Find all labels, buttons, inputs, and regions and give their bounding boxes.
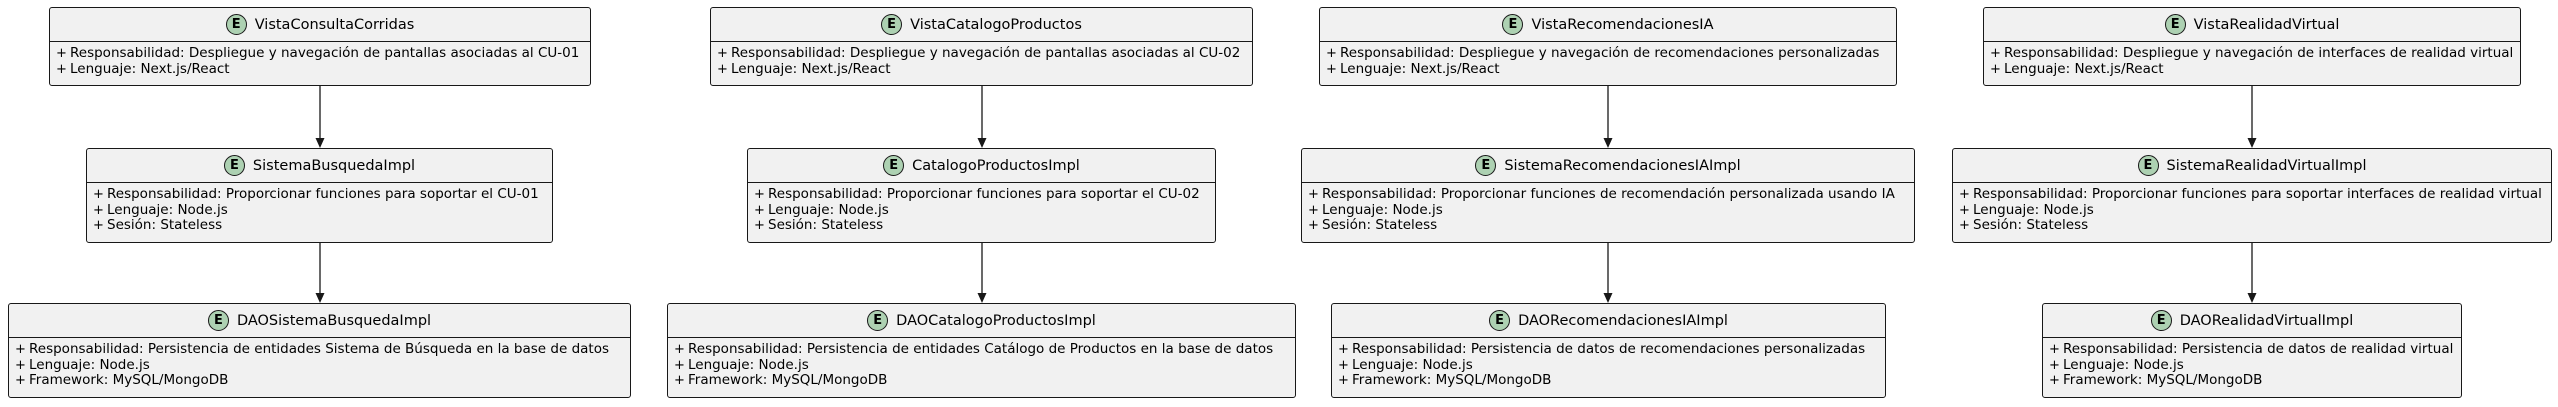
class-name: DAOCatalogoProductosImpl [896,312,1096,329]
attribute-text: Responsabilidad: Despliegue y navegación de interfaces de realidad virtual [2004,45,2514,61]
class-box-view [710,7,1253,86]
arrowhead-icon [1604,138,1613,148]
class-name: SistemaRealidadVirtualImpl [2166,157,2367,174]
entity-circle-icon: E [2165,14,2186,35]
class-header [1953,149,2551,183]
class-box-dao [8,303,631,398]
entity-circle-icon: E [2151,310,2172,331]
class-box-dao [667,303,1296,398]
arrowhead-icon [316,138,325,148]
class-box-view [1983,7,2521,86]
class-attribute [2049,373,2455,389]
entity-circle-icon: E [2138,155,2159,176]
class-attribute [1959,187,2545,203]
class-header [87,149,552,183]
class-name: VistaCatalogoProductos [910,16,1082,33]
class-attribute [15,358,624,374]
visibility-public-icon: + [1959,202,1970,218]
class-box-impl [1952,148,2552,243]
class-attribute [56,62,584,78]
visibility-public-icon: + [1990,46,2001,61]
class-attribute [754,203,1209,219]
visibility-public-icon: + [1308,202,1319,218]
visibility-public-icon: + [1959,218,1970,233]
attribute-text: Lenguaje: Node.js [688,356,809,373]
attribute-text: Lenguaje: Node.js [1352,356,1473,373]
visibility-public-icon: + [674,357,685,373]
class-header [50,8,590,42]
attribute-text: Responsabilidad: Persistencia de entidades Sistema de Búsqueda en la base de datos [29,341,609,357]
class-attribute [1959,203,2545,219]
class-attribute [674,373,1289,389]
arrowhead-icon [978,138,987,148]
entity-circle-icon: E [208,310,229,331]
class-attribute [1959,218,2545,234]
class-attribute [717,46,1246,62]
class-name: DAORecomendacionesIAImpl [1518,312,1728,329]
class-attribute [1326,62,1890,78]
attribute-text: Lenguaje: Node.js [1322,201,1443,218]
class-attribute [1338,342,1879,358]
class-attributes [668,338,1295,393]
attribute-text: Responsabilidad: Despliegue y navegación de recomendaciones personalizadas [1340,45,1880,61]
entity-circle-icon: E [881,14,902,35]
class-name: SistemaBusquedaImpl [252,157,416,174]
attribute-text: Lenguaje: Node.js [29,356,150,373]
visibility-public-icon: + [2049,373,2060,388]
class-attributes [1302,183,1914,238]
class-attribute [56,46,584,62]
attribute-text: Framework: MySQL/MongoDB [29,372,229,388]
visibility-public-icon: + [1308,218,1319,233]
class-attribute [674,342,1289,358]
class-header [1984,8,2520,42]
attribute-text: Lenguaje: Node.js [1973,201,2094,218]
class-header [668,304,1295,338]
attribute-text: Framework: MySQL/MongoDB [688,372,888,388]
class-attribute [1308,218,1908,234]
class-attributes [1984,42,2520,81]
attribute-text: Responsabilidad: Despliegue y navegación de pantallas asociadas al CU-02 [731,45,1241,61]
visibility-public-icon: + [1338,373,1349,388]
visibility-public-icon: + [717,61,728,77]
attribute-text: Responsabilidad: Persistencia de datos de recomendaciones personalizadas [1352,341,1866,357]
attribute-text: Sesión: Stateless [768,217,884,233]
class-box-view [49,7,591,86]
class-attribute [2049,342,2455,358]
class-attributes [748,183,1215,238]
entity-circle-icon: E [1475,155,1496,176]
visibility-public-icon: + [56,61,67,77]
entity-circle-icon: E [1502,14,1523,35]
class-header [1332,304,1885,338]
class-name: DAOSistemaBusquedaImpl [236,312,432,329]
arrowhead-icon [978,293,987,303]
visibility-public-icon: + [1326,46,1337,61]
arrowhead-icon [1604,293,1613,303]
class-attribute [15,342,624,358]
class-box-view [1319,7,1897,86]
visibility-public-icon: + [15,357,26,373]
class-attribute [674,358,1289,374]
class-attribute [93,187,546,203]
entity-circle-icon: E [224,155,245,176]
visibility-public-icon: + [93,202,104,218]
class-attributes [9,338,630,393]
class-name: VistaRealidadVirtual [2193,16,2340,33]
class-name: VistaConsultaCorridas [254,16,415,33]
class-attributes [50,42,590,81]
attribute-text: Lenguaje: Node.js [107,201,228,218]
attribute-text: Responsabilidad: Proporcionar funciones para soportar interfaces de realidad virtual [1973,186,2542,202]
visibility-public-icon: + [93,187,104,202]
class-attribute [1990,62,2514,78]
class-attributes [87,183,552,238]
class-attribute [717,62,1246,78]
attribute-text: Framework: MySQL/MongoDB [2063,372,2263,388]
class-attribute [15,373,624,389]
attribute-text: Responsabilidad: Persistencia de datos de realidad virtual [2063,341,2454,357]
class-box-impl [86,148,553,243]
visibility-public-icon: + [754,202,765,218]
class-header [9,304,630,338]
attribute-text: Lenguaje: Next.js/React [2004,60,2164,77]
class-name: DAORealidadVirtualImpl [2179,312,2354,329]
attribute-text: Sesión: Stateless [1973,217,2089,233]
entity-circle-icon: E [867,310,888,331]
attribute-text: Responsabilidad: Persistencia de entidades Catálogo de Productos en la base de datos [688,341,1274,357]
class-attribute [1338,358,1879,374]
visibility-public-icon: + [717,46,728,61]
attribute-text: Responsabilidad: Proporcionar funciones para soportar el CU-02 [768,186,1200,202]
class-attribute [93,218,546,234]
class-header [711,8,1252,42]
visibility-public-icon: + [1990,61,2001,77]
attribute-text: Lenguaje: Next.js/React [1340,60,1500,77]
attribute-text: Sesión: Stateless [1322,217,1438,233]
entity-circle-icon: E [226,14,247,35]
class-attributes [1332,338,1885,393]
visibility-public-icon: + [754,187,765,202]
arrowhead-icon [316,293,325,303]
arrowhead-icon [2248,138,2257,148]
class-box-dao [1331,303,1886,398]
visibility-public-icon: + [93,218,104,233]
attribute-text: Lenguaje: Next.js/React [731,60,891,77]
visibility-public-icon: + [674,373,685,388]
attribute-text: Responsabilidad: Despliegue y navegación de pantallas asociadas al CU-01 [70,45,580,61]
class-header [748,149,1215,183]
arrowhead-icon [2248,293,2257,303]
attribute-text: Lenguaje: Node.js [768,201,889,218]
class-name: SistemaRecomendacionesIAImpl [1504,157,1741,174]
class-attribute [754,218,1209,234]
class-name: VistaRecomendacionesIA [1531,16,1714,33]
class-header [1302,149,1914,183]
class-header [1320,8,1896,42]
class-attributes [1320,42,1896,81]
class-attribute [2049,358,2455,374]
visibility-public-icon: + [674,342,685,357]
visibility-public-icon: + [1959,187,1970,202]
class-attributes [1953,183,2551,238]
visibility-public-icon: + [2049,357,2060,373]
class-box-impl [747,148,1216,243]
class-attribute [1308,203,1908,219]
class-attribute [1338,373,1879,389]
class-attribute [1326,46,1890,62]
visibility-public-icon: + [1326,61,1337,77]
class-name: CatalogoProductosImpl [912,157,1080,174]
visibility-public-icon: + [1338,342,1349,357]
attribute-text: Lenguaje: Node.js [2063,356,2184,373]
attribute-text: Responsabilidad: Proporcionar funciones de recomendación personalizada usando IA [1322,186,1895,202]
attribute-text: Lenguaje: Next.js/React [70,60,230,77]
class-attributes [2043,338,2461,393]
class-attribute [1308,187,1908,203]
visibility-public-icon: + [56,46,67,61]
attribute-text: Sesión: Stateless [107,217,223,233]
class-attribute [93,203,546,219]
class-attributes [711,42,1252,81]
class-attribute [1990,46,2514,62]
visibility-public-icon: + [15,373,26,388]
class-header [2043,304,2461,338]
attribute-text: Responsabilidad: Proporcionar funciones para soportar el CU-01 [107,186,539,202]
class-box-dao [2042,303,2462,398]
class-box-impl [1301,148,1915,243]
class-attribute [754,187,1209,203]
visibility-public-icon: + [2049,342,2060,357]
entity-circle-icon: E [883,155,904,176]
attribute-text: Framework: MySQL/MongoDB [1352,372,1552,388]
visibility-public-icon: + [15,342,26,357]
entity-circle-icon: E [1489,310,1510,331]
visibility-public-icon: + [1338,357,1349,373]
visibility-public-icon: + [1308,187,1319,202]
visibility-public-icon: + [754,218,765,233]
